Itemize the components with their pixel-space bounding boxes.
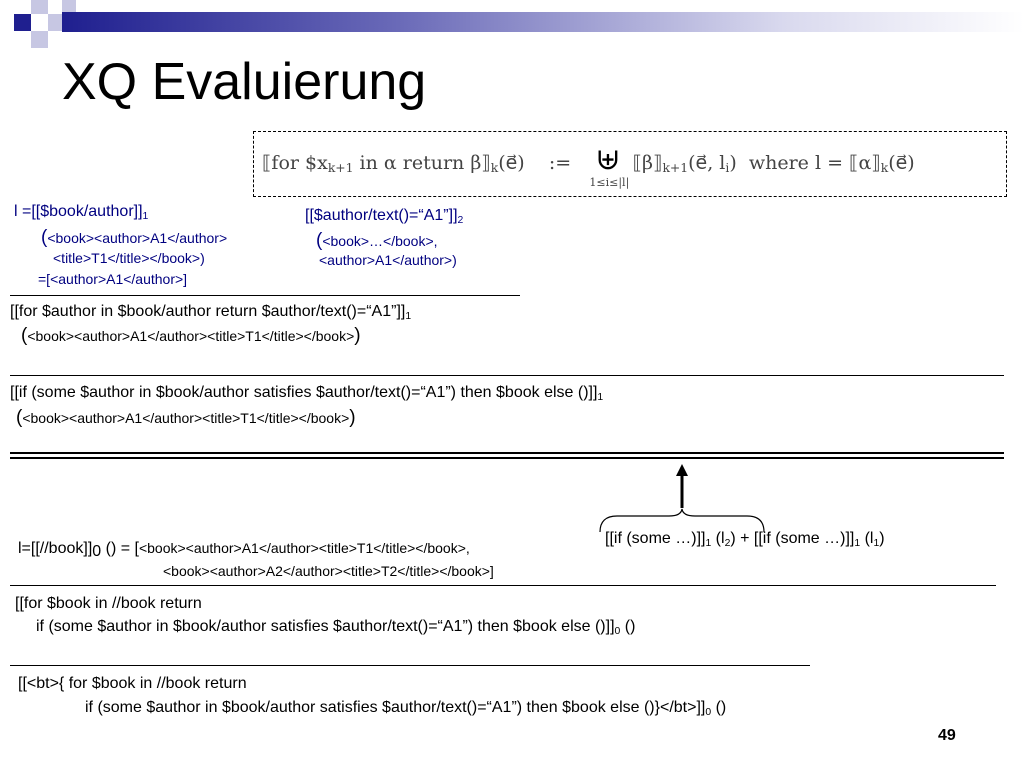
if-eval-expr: [[if (some $author in $book/author satisfies $author/text()=“A1”) then $book else $()]]_1$	[10, 384, 604, 403]
outer-for-line2: if (some $author in $book/author satisfies $author/text()=“A1”) then $book else $()]]_0$ ()	[36, 618, 636, 637]
bt-eval-line1: [[<bt>{ for $book in //book return	[18, 675, 247, 692]
divider	[10, 665, 810, 666]
divider	[10, 295, 520, 296]
for-eval-argument: (<book><author>A1</author><title>T1</title></book>)	[21, 325, 361, 346]
author-text-argument-line2: <author>A1</author>)	[319, 252, 457, 268]
for-eval-expr: [[for $author in $book/author return $\$author/text()=“A1”]]_1$	[10, 303, 412, 322]
author-text-argument: (<book>…</book>,	[316, 230, 438, 251]
multiset-union-icon: ⊎	[595, 142, 621, 177]
title-gradient-bar	[62, 12, 1024, 32]
corner-square-mid	[14, 31, 31, 48]
double-divider	[10, 452, 1004, 454]
corner-square-light	[31, 31, 48, 48]
formula-box	[253, 131, 1007, 197]
slide-title: XQ Evaluierung	[62, 53, 427, 111]
book-eval-expr: $l=[[//book]]_0$ () = [<book><author>A1</author><title>T1</title></book>,	[18, 540, 470, 560]
corner-square-light	[62, 0, 76, 12]
outer-for-line1: [[for $book in //book return	[15, 595, 202, 612]
corner-square-dark	[14, 14, 31, 31]
author-text-expr: $[[\$author/text()=“A1”]]_2$	[305, 207, 464, 226]
l-argument-line2: <title>T1</title></book>)	[53, 250, 205, 266]
corner-square-light	[31, 0, 48, 14]
double-divider	[10, 457, 1004, 459]
page-number: 49	[938, 727, 956, 744]
sum-eval-expr: [[if (some $\dots)]]_1$ $(l_2) + [[if$ (some $\dots)]]_1$ $(l_1)$	[605, 530, 885, 549]
up-arrow-icon	[672, 462, 692, 512]
l-result: =[<author>A1</author>]	[38, 271, 188, 287]
if-eval-argument: (<book><author>A1</author><title>T1</title></book>)	[16, 407, 356, 428]
bt-eval-line2: if (some $author in $book/author satisfies $author/text()=“A1”) then $book else $()\}</bt>]]_0$ ()	[85, 699, 727, 718]
book-eval-line2: <book><author>A2</author><title>T2</title></book>]	[163, 563, 494, 579]
corner-square-light	[48, 14, 62, 31]
divider	[10, 375, 1004, 376]
l-argument: (<book><author>A1</author>	[41, 227, 228, 248]
divider	[10, 585, 996, 586]
l-definition: $l =[[\$book/author]]_1$	[14, 203, 149, 222]
for-semantics-formula: ⟦for $\$x_{k+1}$ in α return $\beta⟧_k(e⃗)$ := ⊎ 1≤i≤|l| $⟦\beta⟧_{k+1}(e⃗$, $l_i$) where $l = ⟦\alpha⟧_k(e⃗)$	[262, 142, 915, 189]
